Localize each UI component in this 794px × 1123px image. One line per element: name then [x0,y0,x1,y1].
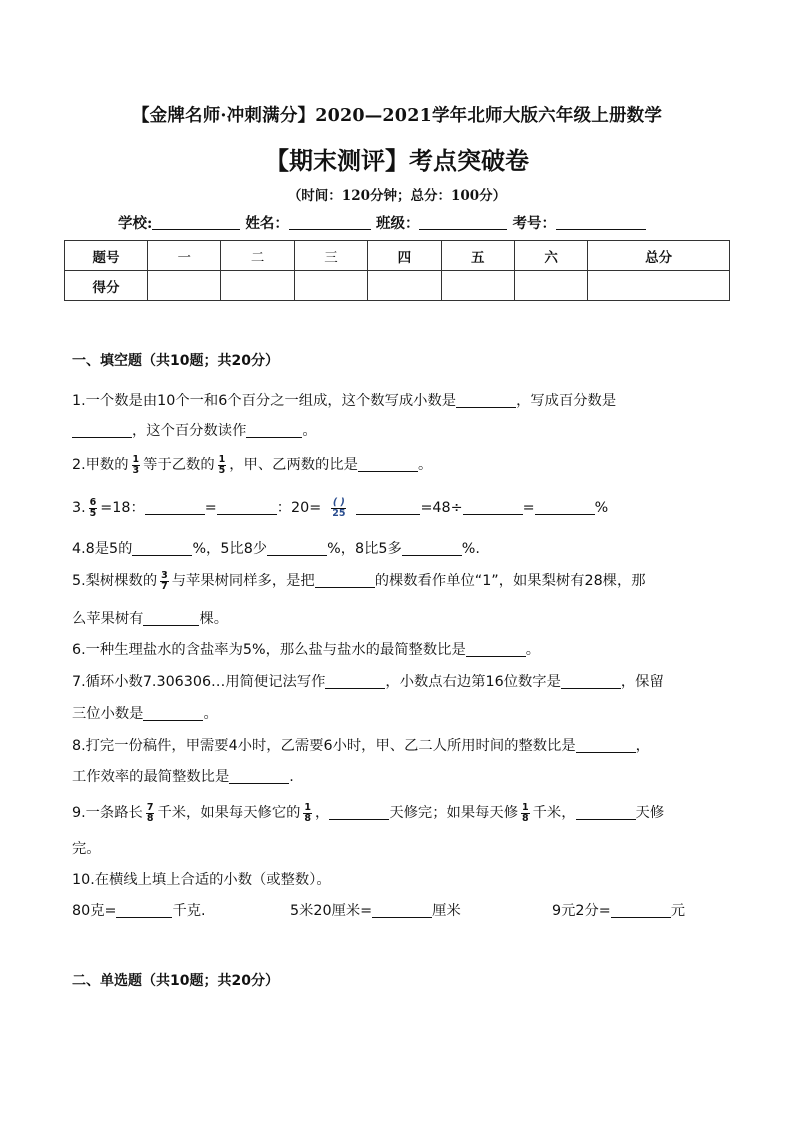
question-1-line2 [72,420,317,440]
fraction [89,498,98,519]
answer-blank[interactable] [145,499,205,515]
q7-text: 三位小数是 [72,706,144,722]
section2-title: 二、单选题（共10题；共20分） [72,973,279,989]
q4-text: %，8比5多 [327,541,402,557]
q2-text: 等于乙数的 [143,457,215,473]
col-1: 一 [148,241,221,271]
numerator: 1 [304,801,312,813]
answer-blank[interactable] [611,902,671,918]
numerator: 6 [89,496,97,508]
q10-item-1 [72,900,206,920]
q8-text: 工作效率的最简整数比是 [72,769,230,785]
fraction [132,455,141,476]
school-field[interactable] [152,215,240,230]
name-label: 姓名： [245,215,289,232]
q2-text: 。 [417,457,433,473]
score-cell[interactable] [221,271,294,301]
exam-title: 【金牌名师·冲刺满分】2020—2021学年北师大版六年级上册数学 [131,106,663,126]
q4-text: %，5比8少 [192,541,268,557]
answer-blank[interactable] [372,902,432,918]
q4-text: 4.8是5的 [72,541,133,557]
answer-blank[interactable] [229,768,289,784]
school-label: 学校: [118,215,153,232]
numerator: ( ) [332,496,345,508]
fraction [521,803,530,824]
q10-text: 10.在横线上填上合适的小数（或整数）。 [72,872,331,888]
denominator: 3 [132,464,140,476]
q9-text: ， [315,805,330,821]
q9-text: 9.一条路长 [72,805,143,821]
fraction [331,498,346,519]
score-cell[interactable] [368,271,441,301]
answer-blank[interactable] [246,422,302,438]
answer-blank[interactable] [561,673,621,689]
fraction [146,803,155,824]
q1-text: ，这个百分数读作 [132,423,247,439]
q1-text: ，写成百分数是 [516,393,617,409]
denominator: 8 [304,812,312,824]
q5-text: 么苹果树有 [72,611,144,627]
answer-blank[interactable] [132,540,192,556]
q7-text: 7.循环小数7.306306…用简便记法写作 [72,674,326,690]
answer-blank[interactable] [466,641,526,657]
answer-blank[interactable] [267,540,327,556]
question-7-line2 [72,703,218,723]
question-9-line1 [72,802,664,824]
denominator: 8 [522,812,529,824]
fraction [303,803,312,824]
q9-text: 千米，如果每天修它的 [157,805,301,821]
question-6 [72,639,540,659]
q9-text: 天修 [635,805,665,821]
answer-blank[interactable] [402,540,462,556]
question-3 [72,497,608,519]
answer-blank[interactable] [356,499,420,515]
q3-text: 3. [72,500,86,516]
q2-text: ，甲、乙两数的比是 [229,457,358,473]
col-total: 总分 [588,241,730,271]
question-1-line1 [72,390,616,410]
q2-text: 2.甲数的 [72,457,129,473]
denominator: 8 [146,812,154,824]
q8-text: ， [635,738,650,754]
q9-text: 千米， [532,805,576,821]
question-8-line1 [72,735,650,755]
question-4 [72,538,480,558]
q10-text: 9元2分= [552,903,611,919]
q3-text: % [594,500,609,516]
question-5-line1 [72,570,646,592]
answer-blank[interactable] [143,705,203,721]
fraction [160,571,169,592]
class-field[interactable] [419,215,507,230]
denominator: 5 [89,507,97,519]
q5-text: 5.梨树棵数的 [72,573,158,589]
answer-blank[interactable] [576,804,636,820]
score-table-score-row [65,271,730,301]
q3-text: =48÷ [420,500,463,516]
score-table-header-row [65,241,730,271]
class-label: 班级： [375,215,420,232]
q7-text: ，小数点右边第16位数字是 [385,674,561,690]
answer-blank[interactable] [329,804,389,820]
answer-blank[interactable] [535,499,595,515]
question-9-line2 [72,838,101,858]
q6-text: 6.一种生理盐水的含盐率为5%，那么盐与盐水的最简整数比是 [72,642,466,658]
question-8-line2 [72,766,294,786]
q9-text: 天修完；如果每天修 [389,805,519,821]
answer-blank[interactable] [358,456,418,472]
denominator: 7 [161,580,168,592]
score-cell[interactable] [148,271,221,301]
denominator: 25 [332,507,346,519]
question-10 [72,869,331,889]
q1-text: 。 [302,423,317,439]
q6-text: 。 [525,642,541,658]
denominator: 5 [218,464,226,476]
q10-text: 厘米 [432,903,461,919]
score-header: 得分 [65,271,148,301]
col-2: 二 [221,241,294,271]
q7-text: ，保留 [620,674,664,690]
exam-subtitle: 【期末测评】考点突破卷 [265,146,529,175]
q4-text: %. [461,541,480,557]
score-cell[interactable] [588,271,730,301]
col-4: 四 [368,241,441,271]
score-table [64,240,730,301]
q10-item-3 [552,900,685,920]
score-cell[interactable] [441,271,514,301]
numerator: 3 [161,569,168,581]
fraction [218,455,227,476]
q5-text: 与苹果树同样多，是把 [171,573,315,589]
q10-item-2 [290,900,461,920]
score-cell[interactable] [514,271,587,301]
answer-blank[interactable] [315,572,375,588]
answer-blank[interactable] [143,610,199,626]
section1-title: 一、填空题（共10题；共20分） [72,353,279,369]
q10-text: 5米20厘米= [290,903,373,919]
col-6: 六 [514,241,587,271]
score-cell[interactable] [294,271,367,301]
answer-blank[interactable] [116,902,172,918]
q9-text: 完。 [72,841,101,857]
answer-blank[interactable] [72,422,132,438]
col-5: 五 [441,241,514,271]
answer-blank[interactable] [217,499,277,515]
question-5-line2 [72,608,228,628]
q8-text: . [289,769,294,785]
answer-blank[interactable] [456,392,516,408]
question-2 [72,454,432,476]
q3-text: = [522,500,535,516]
q1-text: 1.一个数是由10个一和6个百分之一组成，这个数写成小数是 [72,393,457,409]
question-7-line1 [72,671,664,691]
numerator: 1 [132,453,140,465]
col-3: 三 [294,241,367,271]
q5-text: 的棵数看作单位“1”，如果梨树有28棵，那 [374,573,646,589]
question-number-header: 题号 [65,241,148,271]
q3-text: = [204,500,217,516]
q3-text: =18： [100,500,145,516]
answer-blank[interactable] [463,499,523,515]
q10-text: 80克= [72,903,117,919]
q5-text: 棵。 [199,611,229,627]
student-info-line [118,212,646,233]
answer-blank[interactable] [325,673,385,689]
numerator: 1 [522,801,529,813]
q3-text: ：20= [276,500,322,516]
q10-text: 千克. [172,903,206,919]
name-field[interactable] [289,215,371,230]
numerator: 7 [146,801,154,813]
q8-text: 8.打完一份稿件，甲需要4小时，乙需要6小时，甲、乙二人所用时间的整数比是 [72,738,576,754]
exam-time-score: （时间：120分钟；总分：100分） [287,188,507,204]
answer-blank[interactable] [576,737,636,753]
numerator: 1 [218,453,226,465]
q10-text: 元 [670,903,686,919]
exam-no-field[interactable] [556,215,646,230]
exam-no-label: 考号： [512,215,557,232]
q7-text: 。 [203,706,218,722]
